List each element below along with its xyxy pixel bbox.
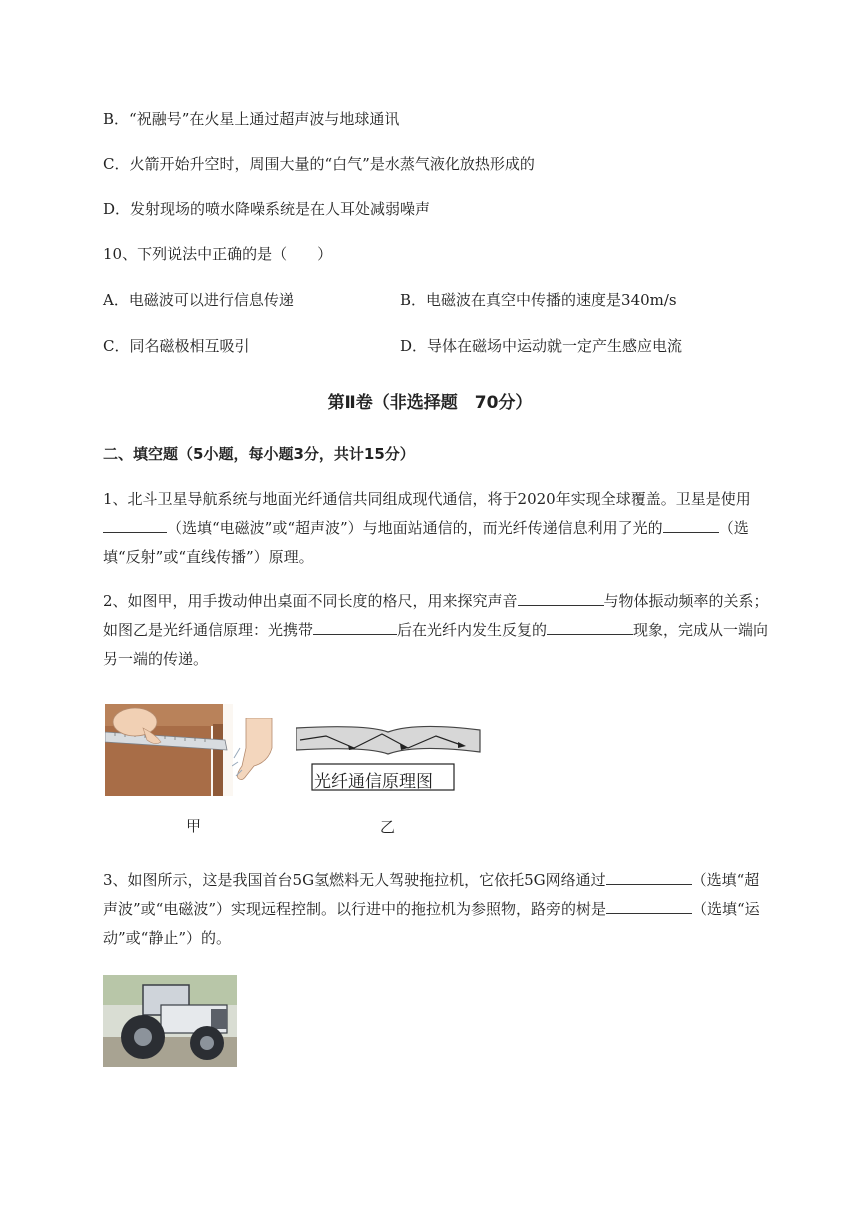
q10-option-b: B．电磁波在真空中传播的速度是340m/s [400,291,677,309]
hand-right-shape [238,718,273,780]
fq3-text-a: 3、如图所示，这是我国首台5G氢燃料无人驾驶拖拉机，它依托5G网络通过 [103,871,606,889]
q9-option-b: B．“祝融号”在火星上通过超声波与地球通讯 [103,110,400,128]
fq2-blank-2[interactable] [313,618,397,635]
fq2-text-b: 与物体振动频率的关系； [603,592,769,610]
table-leg-shape [213,724,223,796]
fill-question-3 [103,866,803,953]
hand-left-shape [113,708,157,736]
q10-option-c: C．同名磁极相互吸引 [103,337,250,355]
fq3-text-e: 动”或“静止”）的。 [103,929,232,947]
fq3-text-b: （选填“超 [691,871,760,889]
fq2-text-c: 如图乙是光纤通信原理：光携带 [103,621,314,639]
fq2-text-a: 2、如图甲，用手拨动伸出桌面不同长度的格尺，用来探究声音 [103,592,518,610]
fq2-blank-1[interactable] [518,589,604,606]
ruler-table-figure [105,704,233,796]
section-heading: 二、填空题（5小题，每小题3分，共计15分） [103,445,415,463]
q9-option-c: C．火箭开始升空时，周围大量的“白气”是水蒸气液化放热形成的 [103,155,535,173]
q10-stem: 10、下列说法中正确的是（ ） [103,245,333,263]
fq3-blank-2[interactable] [606,897,692,914]
fq1-blank-2[interactable] [663,516,719,533]
fq3-blank-1[interactable] [606,868,692,885]
fq1-blank-1[interactable] [103,516,167,533]
fq1-text-b: （选填“电磁波”或“超声波”）与地面站通信的，而光纤传递信息利用了光的 [167,519,663,537]
fq1-text-d: 填“反射”或“直线传播”）原理。 [103,548,314,566]
fiber-diagram-label: 光纤通信原理图 [314,772,433,792]
plucking-hand-figure [232,718,276,790]
fill-question-1 [103,485,803,572]
fiber-body-shape [296,726,480,754]
q10-option-d: D．导体在磁场中运动就一定产生感应电流 [400,337,683,355]
fq2-text-f: 另一端的传递。 [103,650,209,668]
fq2-text-e: 现象，完成从一端向 [633,621,769,639]
fq3-text-d: （选填“运 [692,900,760,918]
fq1-text-c: （选 [718,519,749,537]
fill-question-2 [103,587,803,674]
fq2-text-d: 后在光纤内发生反复的 [397,621,548,639]
figure-jia-caption: 甲 [186,817,202,835]
part2-title: 第Ⅱ卷（非选择题 70分） [327,393,533,413]
q10-option-a: A．电磁波可以进行信息传递 [103,291,294,309]
tractor-photo [103,975,237,1067]
q9-option-d: D．发射现场的喷水降噪系统是在人耳处减弱噪声 [103,200,431,218]
fq2-blank-3[interactable] [547,618,633,635]
fq1-text-a: 1、北斗卫星导航系统与地面光纤通信共同组成现代通信，将于2020年实现全球覆盖。卫星是使用 [103,490,751,508]
figure-yi-caption: 乙 [380,818,396,836]
fq3-text-c: 声波”或“电磁波”）实现远程控制。以行进中的拖拉机为参照物，路旁的树是 [103,900,607,918]
